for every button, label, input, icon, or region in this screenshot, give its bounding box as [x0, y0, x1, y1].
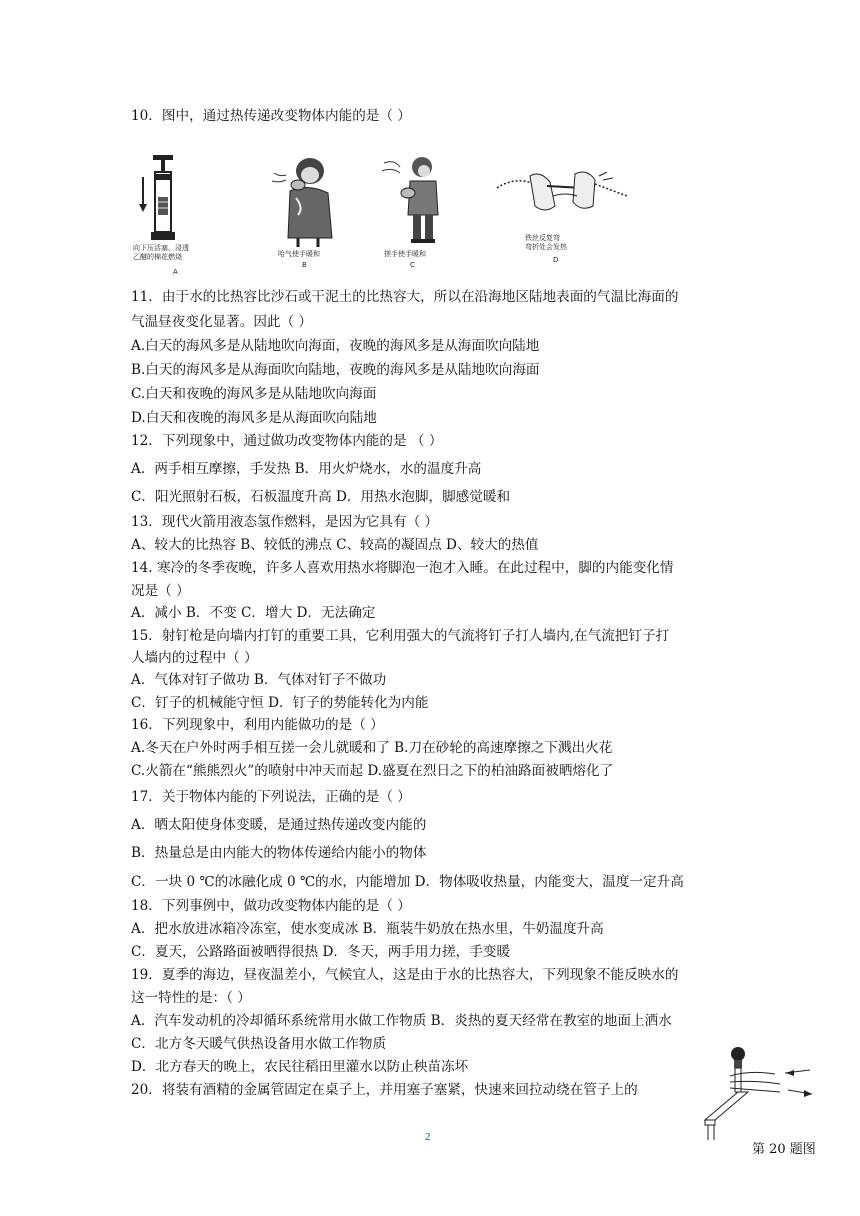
text-line: 15．射钉枪是向墙内打钉的重要工具，它利用强大的气流将钉子打人墙内,在气流把钉子打 [131, 628, 670, 644]
figure-b-letter: B [302, 261, 307, 269]
text-line: A.冬天在户外时两手相互搓一会儿就暖和了 B.刀在砂轮的高速摩擦之下溅出火花 [131, 740, 613, 756]
page-number: 2 [425, 1131, 431, 1143]
text-line: 人墙内的过程中（ ） [131, 650, 258, 666]
text-line: A．晒太阳使身体变暖，是通过热传递改变内能的 [131, 817, 427, 833]
figure-b-caption: 哈气使手暖和 [278, 250, 320, 258]
question-10-stem: 10．图中，通过热传递改变物体内能的是（ ） [131, 108, 411, 124]
figure-d-letter: D [553, 256, 559, 264]
text-line: C．北方冬天暖气供热设备用水做工作物质 [131, 1036, 387, 1052]
text-line: 况是（ ） [131, 583, 190, 599]
text-line: A．气体对钉子做功 B．气体对钉子不做功 [131, 672, 387, 688]
figure-c-letter: C [410, 261, 415, 269]
figure-d [495, 166, 635, 270]
text-line: D．北方春天的晚上，农民往稻田里灌水以防止秧苗冻坏 [131, 1059, 469, 1075]
breath-warming-hands-icon [268, 153, 348, 248]
figure-a [133, 152, 193, 277]
text-line: 16．下列现象中，利用内能做功的是（ ） [131, 717, 384, 733]
text-line: 17．关于物体内能的下列说法，正确的是（ ） [131, 789, 411, 805]
text-line: D.白天和夜晚的海风多是从海面吹向陆地 [131, 410, 377, 426]
piston-cylinder-icon [133, 152, 193, 247]
text-line: A．减小 B．不变 C．增大 D．无法确定 [131, 605, 376, 621]
q20-figure-caption: 第 20 题图 [752, 1142, 816, 1157]
text-line: C.白天和夜晚的海风多是从陆地吹向海面 [131, 386, 377, 402]
text-line: B．热量总是由内能大的物体传递给内能小的物体 [131, 845, 427, 861]
metal-tube-rope-apparatus-icon [700, 1040, 820, 1140]
text-line: A．汽车发动机的冷却循环系统常用水做工作物质 B．炎热的夏天经常在教室的地面上洒水 [131, 1013, 672, 1029]
text-line: 气温昼夜变化显著。因此（ ） [131, 314, 313, 330]
text-line: 14. 寒冷的冬季夜晚，许多人喜欢用热水将脚泡一泡才入睡。在此过程中，脚的内能变化情 [131, 560, 674, 576]
text-line: B.白天的海风多是从海面吹向陆地，夜晚的海风多是从陆地吹向海面 [131, 362, 540, 378]
text-line: 13．现代火箭用液态氢作燃料，是因为它具有（ ） [131, 514, 439, 530]
text-line: A．把水放进冰箱冷冻室，使水变成冰 B．瓶装牛奶放在热水里，牛奶温度升高 [131, 921, 604, 937]
text-line: C.火箭在“熊熊烈火”的喷射中冲天而起 D.盛夏在烈日之下的柏油路面被晒熔化了 [131, 763, 614, 779]
figure-d-caption-1: 铁丝反复弯 [525, 234, 560, 242]
figure-a-letter: A [173, 268, 178, 276]
figure-a-caption-1: 向下压活塞，浸透 [133, 244, 189, 252]
text-line: C．阳光照射石板，石板温度升高 D．用热水泡脚，脚感觉暖和 [131, 489, 511, 505]
bending-wire-icon [495, 166, 635, 226]
text-line: A．两手相互摩擦，手发热 B．用火炉烧水，水的温度升高 [131, 461, 482, 477]
text-line: C．夏天，公路路面被晒得很热 D．冬天，两手用力搓，手变暖 [131, 944, 511, 960]
rubbing-hands-icon [378, 153, 458, 248]
text-line: A.白天的海风多是从陆地吹向海面，夜晚的海风多是从海面吹向陆地 [131, 338, 540, 354]
figure-d-caption-2: 弯折处会发热 [525, 243, 567, 251]
q20-figure [700, 1040, 820, 1140]
figure-a-caption-2: 乙醚的棉花燃烧 [133, 253, 182, 261]
text-line: 18．下列事例中，做功改变物体内能的是（ ） [131, 898, 411, 914]
text-line: A、较大的比热容 B、较低的沸点 C、较高的凝固点 D、较大的热值 [131, 537, 539, 553]
figure-b [268, 153, 348, 271]
figure-c-caption: 搓手使手暖和 [384, 250, 426, 258]
text-line: 11．由于水的比热容比沙石或干泥土的比热容大，所以在沿海地区陆地表面的气温比海面的 [131, 289, 679, 305]
text-line: 19．夏季的海边，昼夜温差小，气候宜人，这是由于水的比热容大，下列现象不能反映水的 [131, 967, 679, 983]
text-line: 20．将装有酒精的金属管固定在桌子上，并用塞子塞紧，快速来回拉动绕在管子上的 [131, 1082, 638, 1098]
figure-c [378, 153, 458, 271]
text-line: 12．下列现象中，通过做功改变物体内能的是 （ ） [131, 433, 443, 449]
text-line: C．一块 0 ℃的冰融化成 0 ℃的水，内能增加 D．物体吸收热量，内能变大，温度一定升高 [131, 874, 684, 890]
text-line: 这一特性的是：（ ） [131, 990, 251, 1006]
text-line: C．钉子的机械能守恒 D．钉子的势能转化为内能 [131, 695, 429, 711]
